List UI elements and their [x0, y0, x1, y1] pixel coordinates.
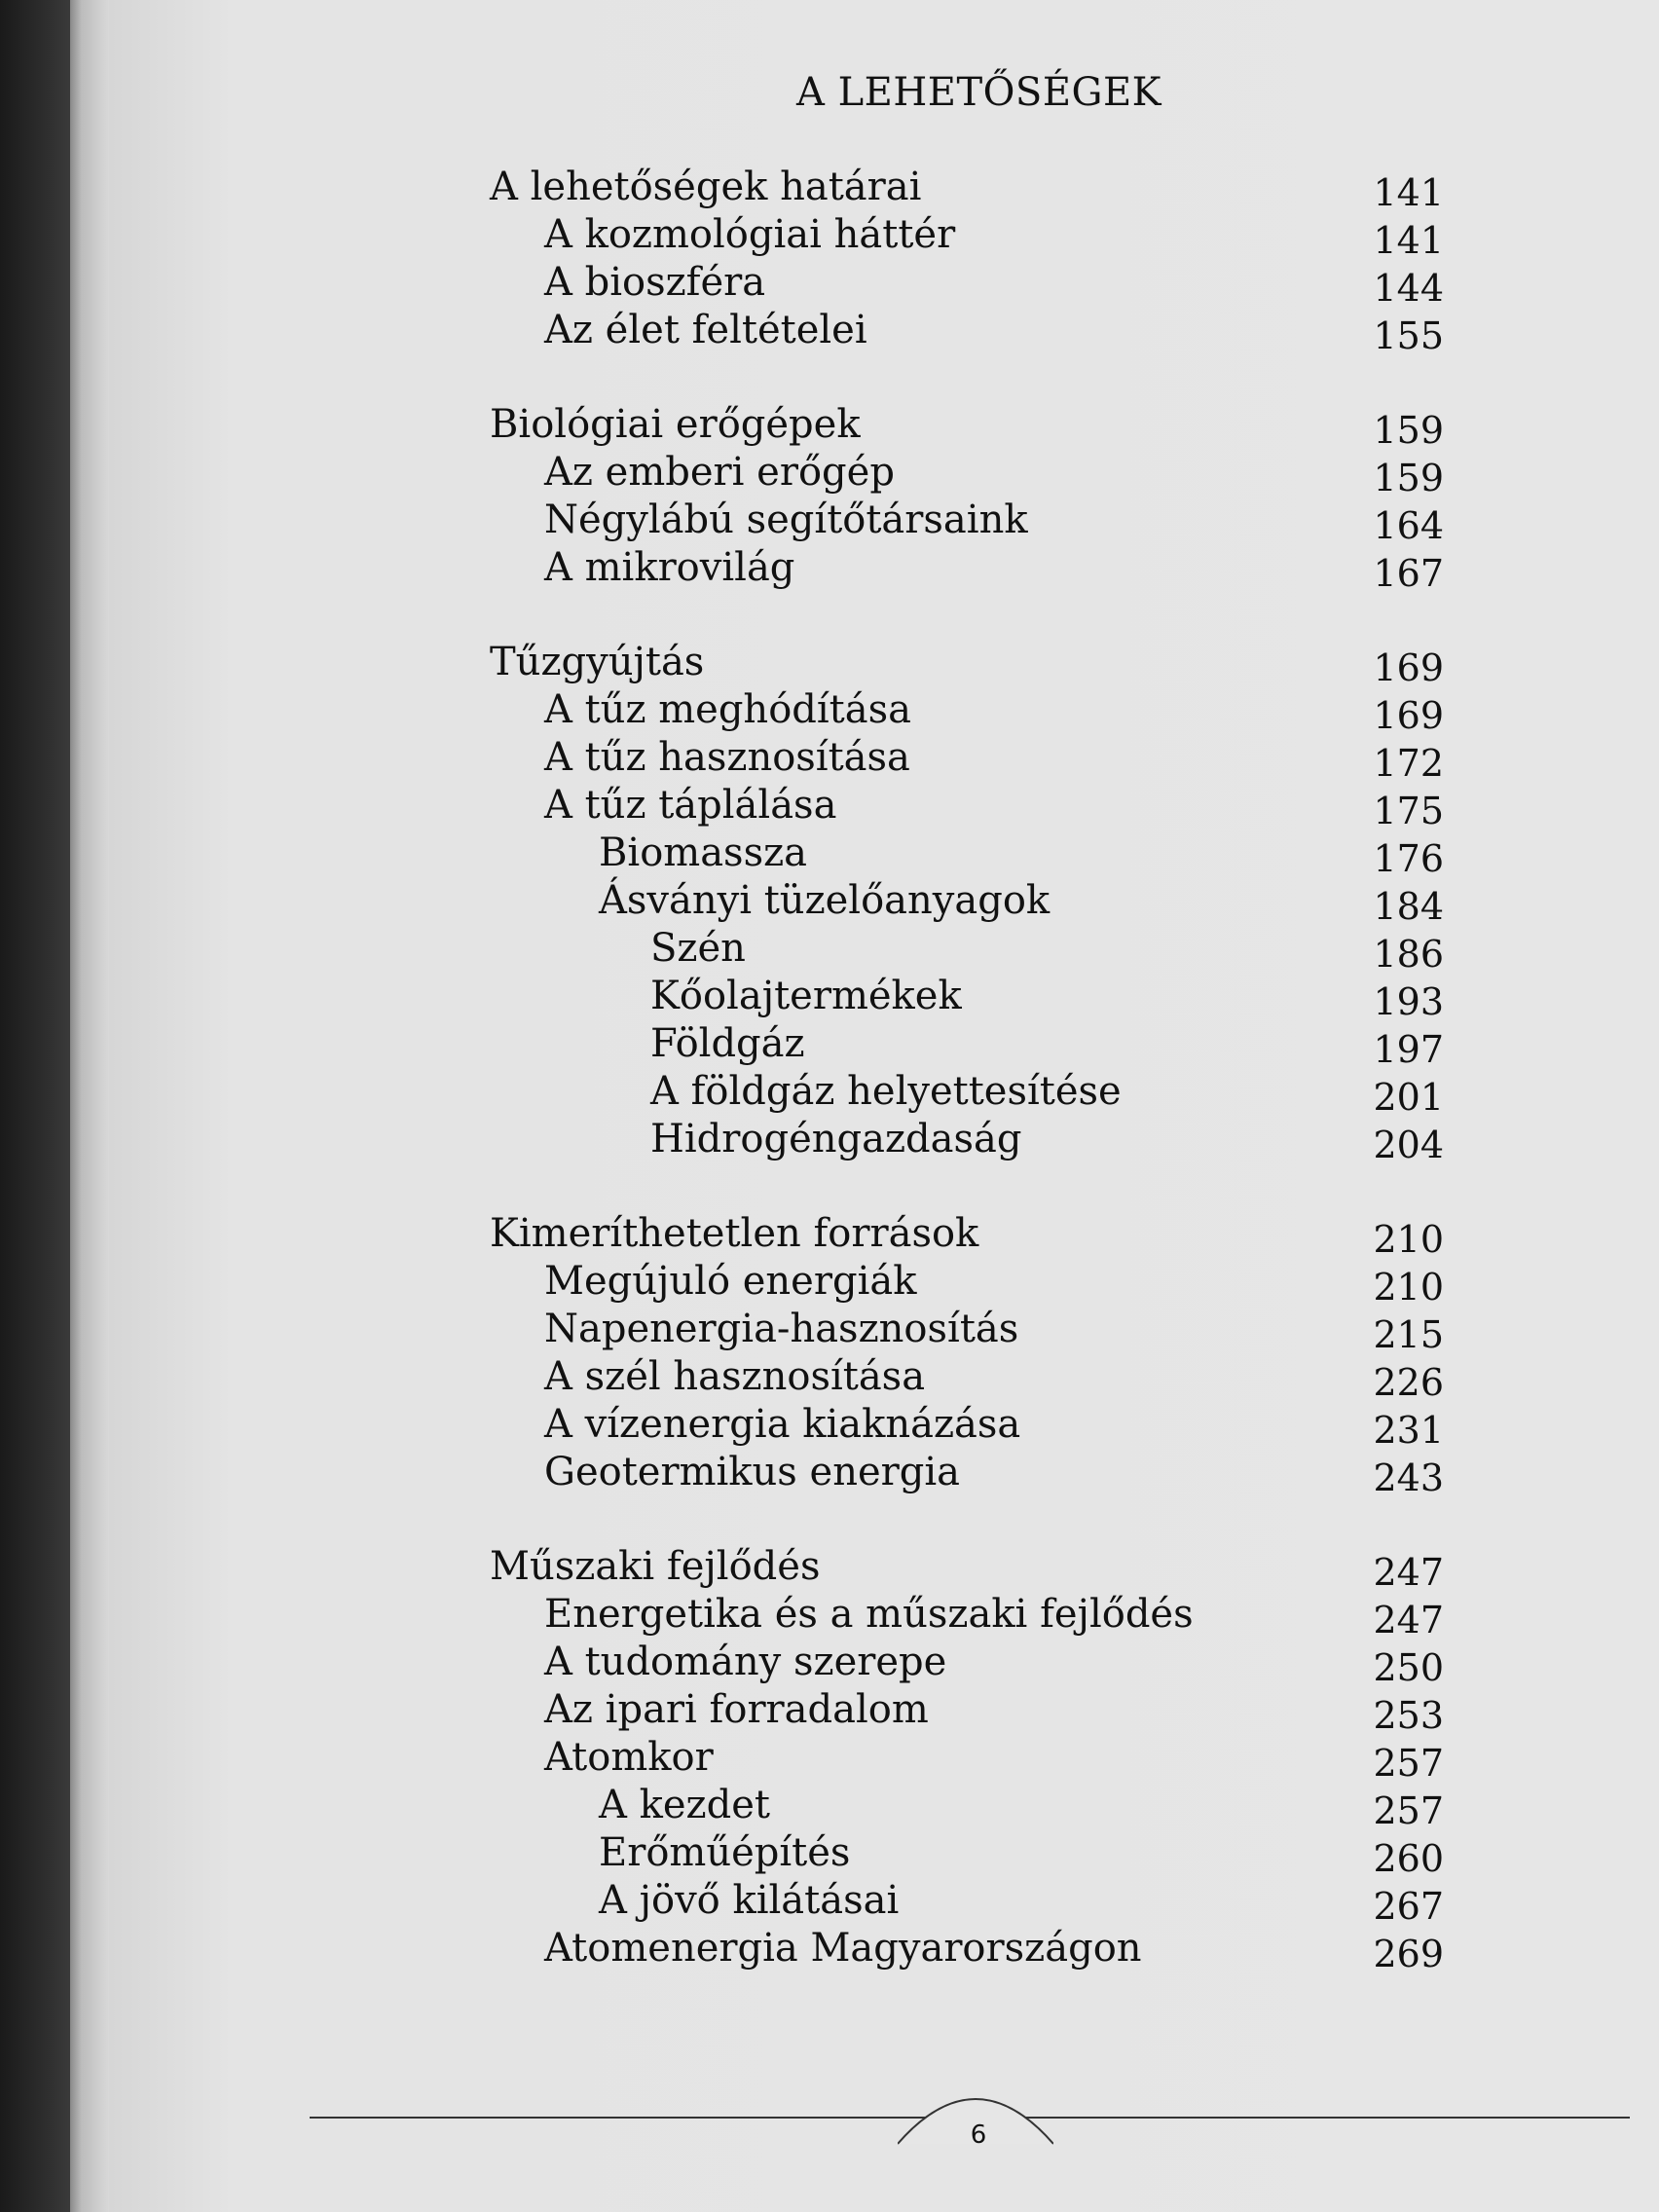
toc-entry-label: A tudomány szerepe: [544, 1640, 947, 1684]
toc-entry-label: Földgáz: [650, 1021, 805, 1066]
toc-entry: [490, 544, 1444, 595]
toc-chapter: [490, 1543, 1444, 1594]
toc-entry-label: Energetika és a műszaki fejlődés: [544, 1592, 1194, 1637]
toc-entry-label: A tűz hasznosítása: [544, 735, 910, 780]
toc-entry: [490, 1449, 1444, 1499]
toc-entry-label: Négylábú segítőtársaink: [544, 498, 1028, 542]
toc-entry-label: Megújuló energiák: [544, 1259, 917, 1304]
toc-page-number: 155: [1373, 314, 1444, 357]
binding-shadow: [70, 0, 109, 2212]
toc-entry-label: A kozmológiai háttér: [544, 212, 956, 257]
toc-entry-label: Atomkor: [544, 1735, 714, 1780]
table-of-contents: [490, 164, 1444, 2019]
toc-chapter: [490, 1210, 1444, 1261]
toc-entry-label: A kezdet: [599, 1783, 770, 1827]
toc-section: [490, 401, 1444, 595]
toc-entry: [490, 1877, 1444, 1928]
toc-page-number: 159: [1373, 409, 1444, 452]
toc-entry-label: A bioszféra: [544, 260, 766, 305]
toc-entry: [490, 925, 1444, 976]
toc-page-number: 141: [1373, 219, 1444, 262]
toc-page-number: 267: [1373, 1885, 1444, 1928]
toc-entry: [490, 782, 1444, 830]
toc-page-number: 215: [1373, 1313, 1444, 1356]
page-title: A LEHETŐSÉGEK: [796, 70, 1162, 115]
toc-entry-label: Műszaki fejlődés: [490, 1544, 821, 1589]
toc-entry-label: Tűzgyújtás: [490, 640, 705, 684]
toc-entry: [490, 1353, 1444, 1404]
toc-entry: [490, 1258, 1444, 1309]
toc-entry: [490, 211, 1444, 262]
toc-entry: [490, 449, 1444, 497]
toc-page-number: 184: [1373, 885, 1444, 928]
toc-page-number: 243: [1373, 1456, 1444, 1499]
toc-entry: [490, 1020, 1444, 1071]
toc-page-number: 159: [1373, 457, 1444, 499]
toc-entry: [490, 830, 1444, 880]
toc-page-number: 257: [1373, 1742, 1444, 1785]
toc-page-number: 247: [1373, 1551, 1444, 1594]
toc-entry: [490, 259, 1444, 310]
toc-entry: [490, 877, 1444, 928]
toc-entry: [490, 734, 1444, 785]
toc-entry: [490, 686, 1444, 737]
toc-page-number: 226: [1373, 1361, 1444, 1404]
toc-page-number: 210: [1373, 1266, 1444, 1309]
page-number: 6: [970, 2120, 987, 2150]
toc-page-number: 253: [1373, 1694, 1444, 1737]
toc-entry: [490, 307, 1444, 357]
toc-entry: [490, 1306, 1444, 1356]
toc-entry: [490, 497, 1444, 547]
toc-entry: [490, 1782, 1444, 1832]
toc-entry-label: A jövő kilátásai: [599, 1878, 900, 1923]
toc-page-number: 269: [1373, 1933, 1444, 1975]
toc-entry-label: Az emberi erőgép: [544, 450, 895, 495]
toc-entry: [490, 1734, 1444, 1785]
toc-entry-label: A lehetőségek határai: [490, 165, 922, 209]
toc-section: [490, 1543, 1444, 1975]
toc-entry: [490, 1829, 1444, 1880]
toc-page-number: 204: [1373, 1124, 1444, 1166]
book-binding: [0, 0, 70, 2212]
toc-entry-label: Az élet feltételei: [544, 308, 867, 352]
toc-entry-label: Geotermikus energia: [544, 1450, 961, 1494]
toc-page-number: 257: [1373, 1789, 1444, 1832]
toc-entry-label: Kimeríthetetlen források: [490, 1211, 979, 1256]
toc-page-number: 231: [1373, 1409, 1444, 1452]
toc-entry-label: A tűz meghódítása: [544, 687, 911, 732]
toc-page-number: 197: [1373, 1028, 1444, 1071]
toc-section: [490, 1210, 1444, 1499]
toc-entry: [490, 973, 1444, 1023]
toc-page-number: 172: [1373, 742, 1444, 785]
toc-entry: [490, 1925, 1444, 1975]
toc-entry: [490, 1639, 1444, 1689]
toc-entry-label: Az ipari forradalom: [544, 1687, 929, 1732]
toc-entry: [490, 1591, 1444, 1639]
toc-entry-label: A vízenergia kiaknázása: [544, 1402, 1021, 1447]
toc-entry-label: Erőműépítés: [599, 1830, 851, 1875]
toc-page-number: 169: [1373, 646, 1444, 689]
toc-entry: [490, 1116, 1444, 1166]
toc-entry: [490, 1401, 1444, 1452]
toc-page-number: 175: [1373, 790, 1444, 832]
toc-page-number: 144: [1373, 267, 1444, 310]
toc-entry-label: A mikrovilág: [544, 545, 795, 590]
toc-page-number: 260: [1373, 1837, 1444, 1880]
toc-page-number: 176: [1373, 837, 1444, 880]
toc-entry-label: Napenergia-hasznosítás: [544, 1307, 1019, 1351]
toc-section: [490, 164, 1444, 357]
toc-page-number: 186: [1373, 933, 1444, 976]
toc-entry-label: Biológiai erőgépek: [490, 402, 861, 447]
toc-page-number: 167: [1373, 552, 1444, 595]
toc-entry-label: Szén: [650, 926, 746, 971]
toc-entry: [490, 1686, 1444, 1737]
toc-page-number: 201: [1373, 1076, 1444, 1119]
toc-section: [490, 639, 1444, 1166]
toc-entry-label: Atomenergia Magyarországon: [544, 1926, 1142, 1971]
toc-entry-label: Ásványi tüzelőanyagok: [599, 878, 1051, 923]
toc-entry-label: Hidrogéngazdaság: [650, 1117, 1022, 1161]
toc-entry-label: Biomassza: [599, 830, 808, 875]
toc-entry: [490, 1068, 1444, 1119]
toc-entry-label: A szél hasznosítása: [544, 1354, 926, 1399]
toc-page-number: 193: [1373, 980, 1444, 1023]
toc-chapter: [490, 401, 1444, 452]
toc-entry-label: A tűz táplálása: [544, 783, 837, 828]
toc-entry-label: A földgáz helyettesítése: [650, 1069, 1122, 1114]
toc-page-number: 210: [1373, 1218, 1444, 1261]
toc-page-number: 247: [1373, 1599, 1444, 1641]
toc-page-number: 141: [1373, 171, 1444, 214]
toc-page-number: 164: [1373, 504, 1444, 547]
toc-page-number: 169: [1373, 694, 1444, 737]
toc-chapter: [490, 164, 1444, 214]
toc-entry-label: Kőolajtermékek: [650, 974, 962, 1018]
toc-page-number: 250: [1373, 1646, 1444, 1689]
toc-chapter: [490, 639, 1444, 689]
